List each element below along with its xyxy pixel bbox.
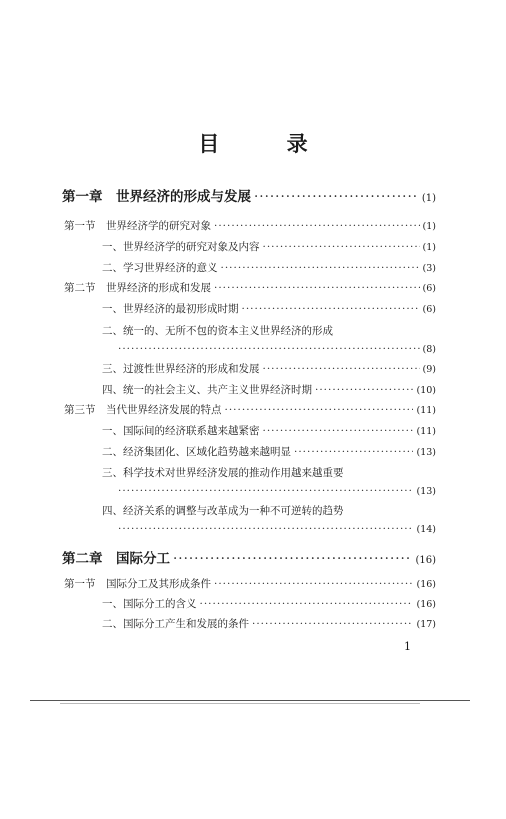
toc-label: 三、过渡性世界经济的形成和发展 bbox=[102, 363, 260, 375]
toc-label: 第二节 世界经济的形成和发展 bbox=[64, 282, 211, 294]
dot-leader bbox=[294, 445, 413, 459]
toc-page-number: (8) bbox=[422, 344, 436, 355]
dot-leader bbox=[221, 261, 420, 275]
bottom-scan-rule-faint bbox=[60, 703, 420, 704]
toc-page-number: (10) bbox=[416, 385, 436, 396]
toc-chapter-2[interactable] bbox=[62, 550, 436, 570]
dot-leader bbox=[263, 240, 420, 254]
toc-item[interactable] bbox=[102, 362, 436, 377]
toc-label: 二、学习世界经济的意义 bbox=[102, 262, 218, 274]
toc-label: 一、世界经济的最初形成时期 bbox=[102, 303, 239, 315]
toc-section-2-1[interactable] bbox=[64, 577, 436, 592]
toc-label: 第三节 当代世界经济发展的特点 bbox=[64, 404, 222, 416]
toc-item[interactable] bbox=[102, 383, 436, 398]
toc-item[interactable] bbox=[102, 240, 436, 255]
toc-item[interactable] bbox=[102, 261, 436, 276]
toc-section-1-1[interactable] bbox=[64, 219, 436, 234]
toc-page-number: (13) bbox=[416, 486, 436, 497]
toc-label: 二、国际分工产生和发展的条件 bbox=[102, 618, 249, 630]
dot-leader bbox=[214, 219, 420, 233]
dot-leader bbox=[200, 597, 414, 611]
dot-leader bbox=[173, 550, 412, 568]
toc-label: 第一节 国际分工及其形成条件 bbox=[64, 578, 211, 590]
toc-page-number: (14) bbox=[416, 524, 436, 535]
dot-leader bbox=[242, 302, 420, 316]
toc-page-number: (16) bbox=[415, 555, 436, 566]
toc-page-number: (1) bbox=[422, 221, 436, 232]
toc-page-number: (16) bbox=[416, 599, 436, 610]
toc-label: 第二章 国际分工 bbox=[62, 551, 170, 567]
dot-leader bbox=[252, 617, 413, 631]
toc-page-number: (16) bbox=[416, 579, 436, 590]
page-title: 目 录 bbox=[198, 131, 338, 156]
dot-leader bbox=[254, 188, 419, 206]
toc-page-number: (1) bbox=[422, 242, 436, 253]
dot-leader bbox=[118, 484, 413, 498]
dot-leader bbox=[225, 403, 414, 417]
toc-item-wrapped-title[interactable]: 三、科学技术对世界经济发展的推动作用越来越重要 bbox=[102, 467, 344, 479]
toc-page-number: (11) bbox=[416, 405, 436, 416]
toc-item-wrapped-title[interactable]: 四、经济关系的调整与改革成为一种不可逆转的趋势 bbox=[102, 505, 344, 517]
dot-leader bbox=[214, 281, 420, 295]
toc-section-1-2[interactable] bbox=[64, 281, 436, 296]
toc-page-number: (17) bbox=[416, 619, 436, 630]
toc-section-1-3[interactable] bbox=[64, 403, 436, 418]
toc-page-number: (6) bbox=[422, 283, 436, 294]
toc-label: 四、统一的社会主义、共产主义世界经济时期 bbox=[102, 384, 312, 396]
toc-item[interactable] bbox=[102, 597, 436, 612]
toc-label: 一、国际分工的含义 bbox=[102, 598, 197, 610]
dot-leader bbox=[263, 362, 420, 376]
toc-label: 一、国际间的经济联系越来越紧密 bbox=[102, 425, 260, 437]
toc-page-number: (9) bbox=[422, 364, 436, 375]
toc-page-number: (1) bbox=[421, 193, 436, 204]
toc-page-number: (6) bbox=[422, 304, 436, 315]
dot-leader bbox=[118, 342, 420, 356]
toc-item-wrapped-leader bbox=[118, 522, 436, 537]
toc-item[interactable] bbox=[102, 445, 436, 460]
toc-page-number: (11) bbox=[416, 426, 436, 437]
toc-item[interactable] bbox=[102, 424, 436, 439]
toc-chapter-1[interactable] bbox=[62, 188, 436, 208]
toc-item-wrapped-leader bbox=[118, 484, 436, 499]
toc-item-wrapped-leader bbox=[118, 342, 436, 357]
toc-item[interactable] bbox=[102, 302, 436, 317]
toc-page-number: (3) bbox=[422, 263, 436, 274]
toc-label: 第一章 世界经济的形成与发展 bbox=[62, 189, 251, 205]
toc-page-number: (13) bbox=[416, 447, 436, 458]
toc-label: 第一节 世界经济学的研究对象 bbox=[64, 220, 211, 232]
toc-label: 一、世界经济学的研究对象及内容 bbox=[102, 241, 260, 253]
toc-label: 二、经济集团化、区域化趋势越来越明显 bbox=[102, 446, 291, 458]
dot-leader bbox=[315, 383, 413, 397]
dot-leader bbox=[118, 522, 413, 536]
dot-leader bbox=[214, 577, 413, 591]
bottom-scan-rule bbox=[30, 700, 470, 701]
page-number-folio: 1 bbox=[404, 640, 411, 653]
toc-item-wrapped-title[interactable]: 二、统一的、无所不包的资本主义世界经济的形成 bbox=[102, 325, 333, 337]
toc-item[interactable] bbox=[102, 617, 436, 632]
dot-leader bbox=[263, 424, 414, 438]
